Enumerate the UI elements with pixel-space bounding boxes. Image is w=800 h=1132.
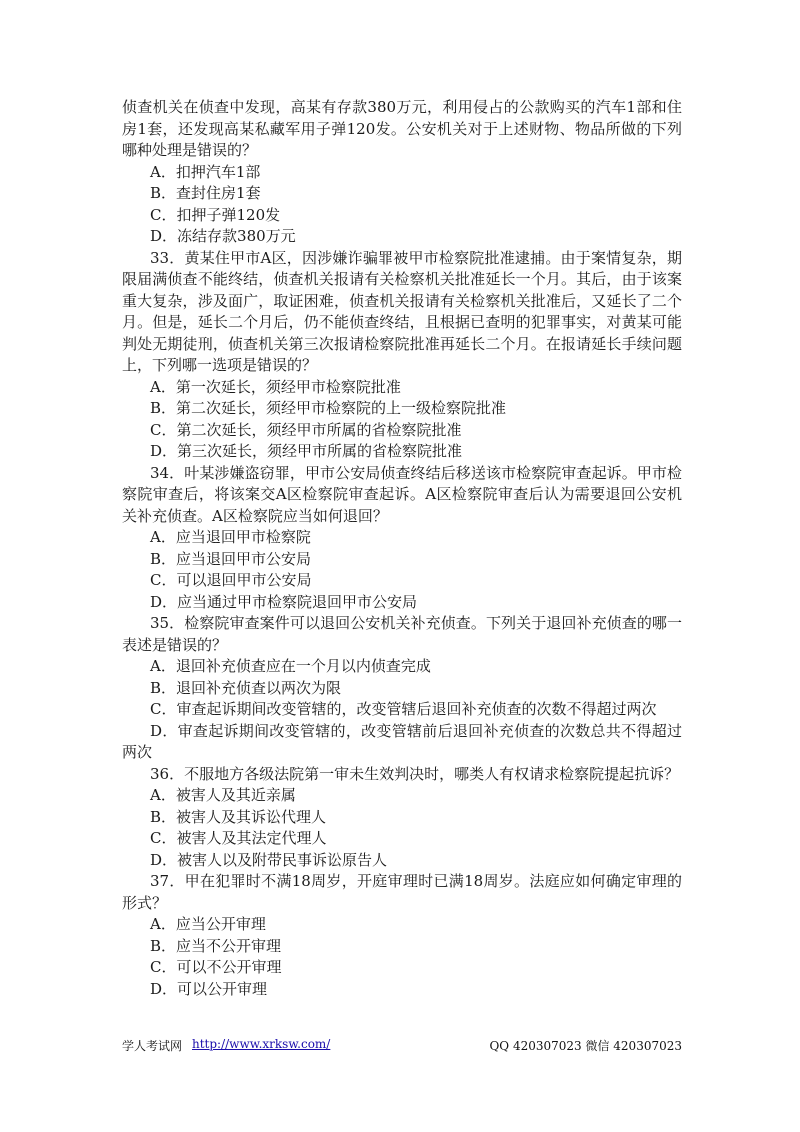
question-33-option-b: B．第二次延长，须经甲市检察院的上一级检察院批准 [150, 399, 507, 417]
question-content [122, 97, 682, 1000]
question-33-option-c: C．第二次延长，须经甲市所属的省检察院批准 [150, 420, 462, 439]
intro-question-text: 侦查机关在侦查中发现，高某有存款380万元，利用侵占的公款购买的汽车1部和住房1套，还发现高某私藏军用子弹120发。公安机关对于上述财物、物品所做的下列哪种处理是错误的？ [122, 98, 682, 159]
intro-option-b: B．查封住房1套 [150, 184, 261, 202]
question-36-option-c: C．被害人及其法定代理人 [150, 829, 327, 847]
intro-option-c: C．扣押子弹120发 [150, 205, 281, 224]
question-33-option-d: D．第三次延长，须经甲市所属的省检察院批准 [150, 442, 463, 460]
footer-website-link[interactable]: http://www.xrksw.com/ [192, 1037, 331, 1051]
footer-brand: 学人考试网 [122, 1039, 183, 1053]
question-33-option-a: A．第一次延长，须经甲市检察院批准 [150, 377, 401, 396]
question-36-text: 36．不服地方各级法院第一审未生效判决时，哪类人有权请求检察院提起抗诉？ [150, 764, 680, 783]
intro-option-a: A．扣押汽车1部 [150, 162, 261, 181]
question-34-text: 34．叶某涉嫌盗窃罪，甲市公安局侦查终结后移送该市检察院审查起诉。甲市检察院审查后，将该案交A区检察院审查起诉。A区检察院审查后认为需要退回公安机关补充侦查。A区检察院应当如何退回？ [122, 463, 682, 525]
question-37-option-d: D．可以公开审理 [150, 979, 268, 998]
question-37-option-b: B．应当不公开审理 [150, 936, 282, 955]
page-footer [122, 1037, 682, 1057]
question-34-option-c: C．可以退回甲市公安局 [150, 571, 312, 589]
question-35-option-c: C．审查起诉期间改变管辖的，改变管辖后退回补充侦查的次数不得超过两次 [150, 700, 657, 718]
question-35-option-d: D．审查起诉期间改变管辖的，改变管辖前后退回补充侦查的次数总共不得超过两次 [122, 721, 682, 761]
question-34-option-d: D．应当通过甲市检察院退回甲市公安局 [150, 592, 418, 611]
question-36-option-b: B．被害人及其诉讼代理人 [150, 807, 327, 826]
question-35-option-b: B．退回补充侦查以两次为限 [150, 678, 342, 697]
question-37-text: 37．甲在犯罪时不满18周岁，开庭审理时已满18周岁。法庭应如何确定审理的形式？ [122, 872, 682, 912]
intro-option-d: D．冻结存款380万元 [150, 227, 296, 245]
question-34-option-b: B．应当退回甲市公安局 [150, 549, 312, 568]
question-35-option-a: A．退回补充侦查应在一个月以内侦查完成 [150, 657, 431, 675]
question-36-option-a: A．被害人及其近亲属 [150, 786, 296, 804]
question-33-text: 33．黄某住甲市A区，因涉嫌诈骗罪被甲市检察院批准逮捕。由于案情复杂，期限届满侦查不能终结，侦查机关报请有关检察机关批准延长一个月。其后，由于该案重大复杂，涉及面广，取证困难，侦查机关报请有关检察机关批准后，又延长了二个月。但是，延长二个月后，仍不能侦查终结，且根据已查明的犯罪事实，对黄某可能判处无期徒刑，侦查机关第三次报请检察院批准再延长二个月。在报请延长手续问题上，下列哪一选项是错误的？ [122, 248, 682, 374]
footer-contact: QQ 420307023 微信 420307023 [489, 1039, 682, 1053]
question-37-option-c: C．可以不公开审理 [150, 958, 282, 976]
question-36-option-d: D．被害人以及附带民事诉讼原告人 [150, 850, 388, 869]
question-34-option-a: A．应当退回甲市检察院 [150, 528, 311, 546]
question-35-text: 35．检察院审查案件可以退回公安机关补充侦查。下列关于退回补充侦查的哪一表述是错误的？ [122, 614, 682, 654]
question-37-option-a: A．应当公开审理 [150, 915, 266, 933]
